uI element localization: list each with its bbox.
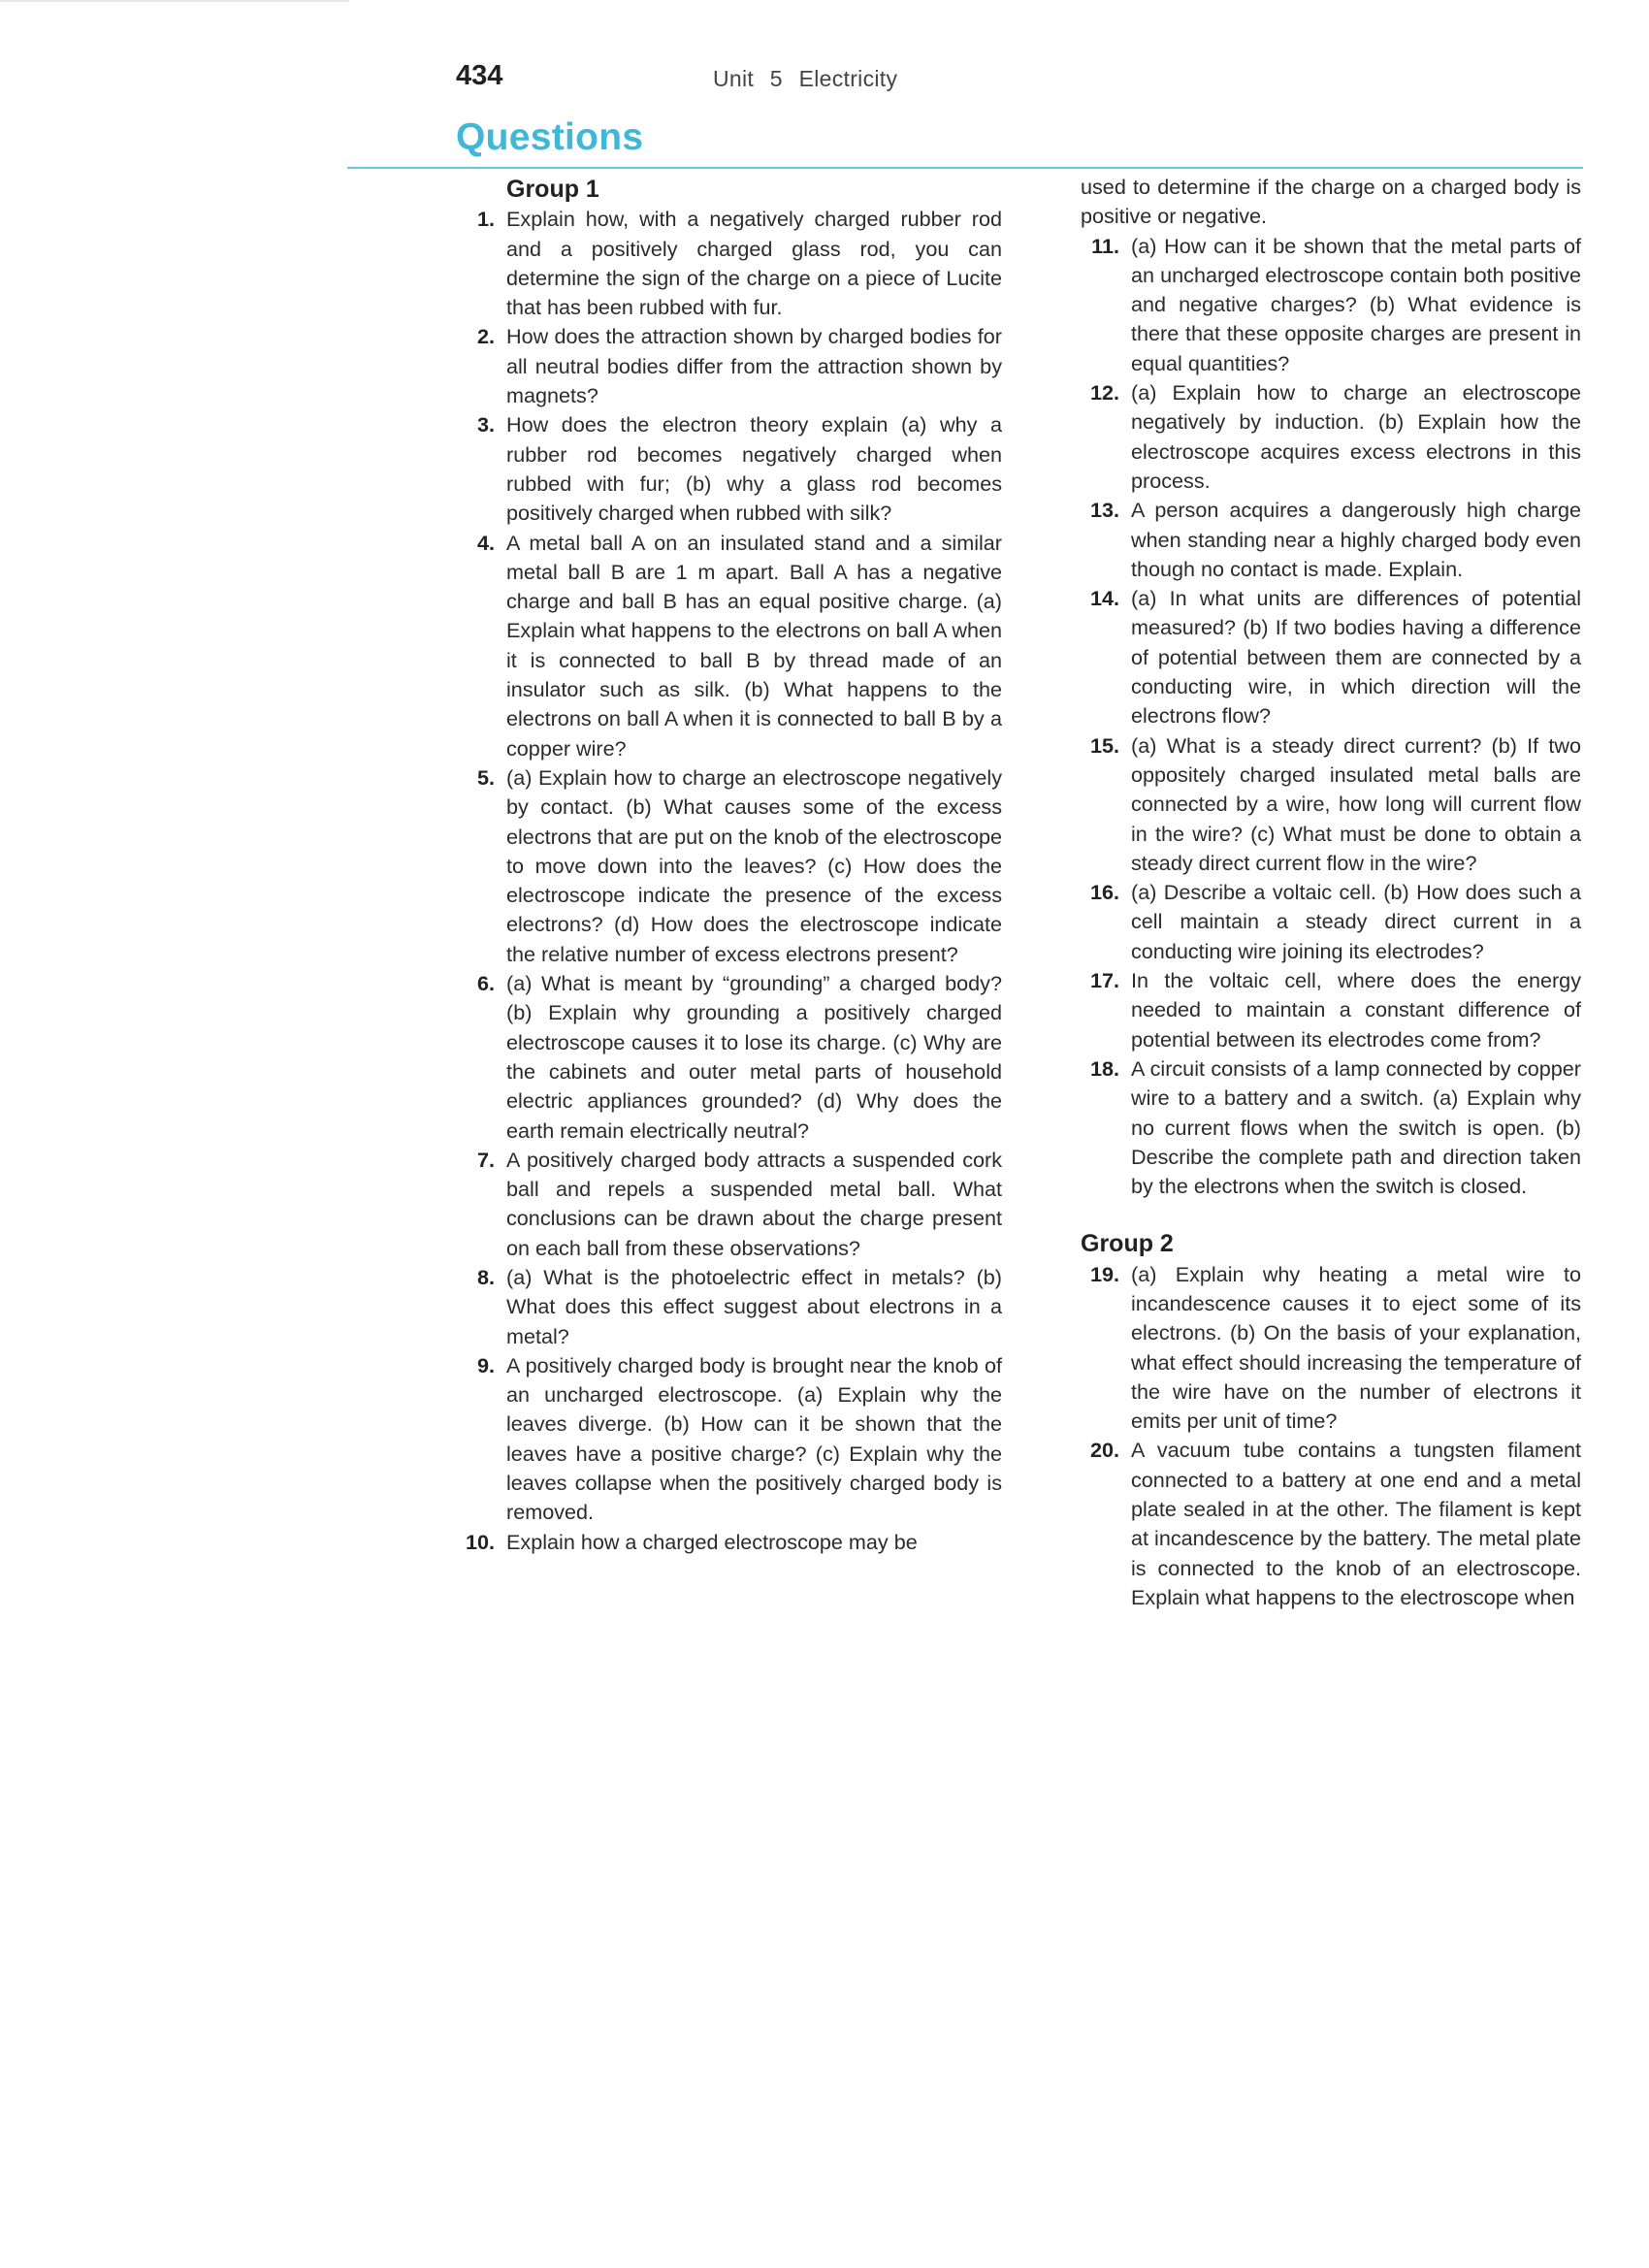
question-8 — [456, 1263, 1002, 1351]
question-number: 15. — [1089, 732, 1119, 758]
question-14 — [1081, 584, 1581, 730]
right-column — [1081, 173, 1581, 1612]
question-10-continuation: used to determine if the charge on a charged body is positive or negative. — [1081, 175, 1581, 229]
question-number: 11. — [1091, 233, 1119, 258]
question-3 — [456, 410, 1002, 528]
question-text: (a) Explain how to charge an electroscope negatively by induction. (b) Explain how the electroscope acquires excess electrons in this process. — [1131, 380, 1581, 493]
question-7 — [456, 1146, 1002, 1263]
running-head: Unit 5 Electricity — [713, 66, 898, 91]
question-number: 12. — [1089, 380, 1119, 405]
question-text: (a) How can it be shown that the metal parts of an uncharged electroscope contain both positive and negative charges? (b) What evidence is there that these opposite charges are present in equal quantities? — [1131, 233, 1581, 375]
question-text: Explain how, with a negatively charged rubber rod and a positively charged glass rod, you can determine the sign of the charge on a piece of Lucite that has been rubbed with fur. — [506, 207, 1002, 320]
question-text: (a) In what units are differences of potential measured? (b) If two bodies having a difference of potential between them are connected by a conducting wire, in which direction will the electrons flow? — [1131, 586, 1581, 729]
question-number: 2. — [476, 324, 495, 349]
question-number: 7. — [476, 1147, 495, 1172]
question-text: A circuit consists of a lamp connected by copper wire to a battery and a switch. (a) Explain why no current flows when the switch is open. (b) Describe the complete path and direction taken by the electrons when the switch is closed. — [1131, 1055, 1581, 1199]
question-6 — [456, 969, 1002, 1146]
question-number: 6. — [476, 971, 495, 996]
question-text: How does the electron theory explain (a) why a rubber rod becomes negatively charged when rubbed with fur; (b) why a glass rod becomes positively charged when rubbed with silk? — [506, 412, 1002, 526]
question-text: (a) Explain why heating a metal wire to incandescence causes it to eject some of its electrons. (b) On the basis of your explanation, what effect should increasing the temperature of the wire have on the number of electrons it emits per unit of time? — [1131, 1261, 1581, 1434]
question-2 — [456, 322, 1002, 410]
question-number: 10. — [465, 1529, 495, 1554]
question-number: 16. — [1089, 880, 1119, 905]
section-title: Questions — [456, 116, 644, 158]
question-16 — [1081, 878, 1581, 966]
question-20 — [1081, 1436, 1581, 1612]
question-11 — [1081, 232, 1581, 378]
question-17 — [1081, 966, 1581, 1054]
question-number: 18. — [1089, 1055, 1119, 1081]
question-text: (a) What is a steady direct current? (b) If two oppositely charged insulated metal balls are connected by a wire, how long will current flow in the wire? (c) What must be done to obtain a steady direct current flow in the wire? — [1131, 732, 1581, 875]
question-text: A positively charged body attracts a suspended cork ball and repels a suspended metal ball. What conclusions can be drawn about the charge present on each ball from these observations? — [506, 1147, 1002, 1260]
question-1 — [456, 205, 1002, 322]
question-9 — [456, 1351, 1002, 1528]
question-text: In the voltaic cell, where does the energy needed to maintain a constant difference of potential between its electrodes come from? — [1131, 968, 1581, 1052]
question-number: 4. — [476, 530, 495, 555]
question-18 — [1081, 1054, 1581, 1201]
question-number: 3. — [476, 412, 495, 437]
question-text: (a) What is the photoelectric effect in metals? (b) What does this effect suggest about electrons in a metal? — [506, 1264, 1002, 1348]
question-number: 13. — [1089, 498, 1119, 523]
question-number: 14. — [1089, 586, 1119, 611]
question-text: A metal ball A on an insulated stand and a similar metal ball B are 1 m apart. Ball A has a negative charge and ball B has an equal positive charge. (a) Explain what happens to the electrons on ball A when it is connected to ball B by thread made of an insulator such as silk. (b) What happens to the electrons on ball A when it is connected to ball B by a copper wire? — [506, 530, 1002, 761]
question-5 — [456, 763, 1002, 969]
question-text: A person acquires a dangerously high charge when standing near a highly charged body even though no contact is made. Explain. — [1131, 498, 1581, 581]
question-text: A positively charged body is brought near the knob of an uncharged electroscope. (a) Explain why the leaves diverge. (b) How can it be shown that the leaves have a positive charge? (c) Explain why the leaves collapse when the positively charged body is removed. — [506, 1352, 1002, 1525]
question-number: 8. — [476, 1264, 495, 1289]
question-15 — [1081, 731, 1581, 878]
question-number: 20. — [1089, 1438, 1119, 1463]
question-13 — [1081, 496, 1581, 584]
group-2-heading: Group 2 — [1081, 1230, 1174, 1258]
question-text: (a) What is meant by “grounding” a charged body? (b) Explain why grounding a positively charged electroscope causes it to lose its charge. (c) Why are the cabinets and outer metal parts of household electric appliances grounded? (d) Why does the earth remain electrically neutral? — [506, 971, 1002, 1143]
question-text: (a) Describe a voltaic cell. (b) How does such a cell maintain a steady direct current in a conducting wire joining its electrodes? — [1131, 880, 1581, 963]
question-number: 17. — [1089, 968, 1119, 993]
question-4 — [456, 529, 1002, 763]
group-1-heading: Group 1 — [506, 176, 599, 203]
question-number: 9. — [476, 1352, 495, 1377]
question-text: A vacuum tube contains a tungsten filament connected to a battery at one end and a metal plate sealed in at the other. The filament is kept at incandescence by the battery. The metal plate is connected to the knob of an electroscope. Explain what happens to the electroscope when — [1131, 1438, 1581, 1609]
question-text: Explain how a charged electroscope may be — [506, 1529, 918, 1554]
question-number: 5. — [476, 764, 495, 790]
left-column — [456, 173, 1002, 1557]
page-number: 434 — [456, 60, 503, 91]
question-number: 1. — [476, 207, 495, 232]
question-text: How does the attraction shown by charged bodies for all neutral bodies differ from the attraction shown by magnets? — [506, 324, 1002, 408]
scan-edge — [0, 0, 349, 2]
question-text: (a) Explain how to charge an electroscope negatively by contact. (b) What causes some of the excess electrons that are put on the knob of the electroscope to move down into the leaves? (c) How does the electroscope indicate the presence of the excess electrons? (d) How does the electroscope indicate the relative number of excess electrons present? — [506, 764, 1002, 966]
question-19 — [1081, 1260, 1581, 1437]
question-number: 19. — [1089, 1261, 1119, 1286]
question-12 — [1081, 378, 1581, 496]
title-rule — [347, 167, 1583, 169]
question-10 — [456, 1528, 1002, 1557]
